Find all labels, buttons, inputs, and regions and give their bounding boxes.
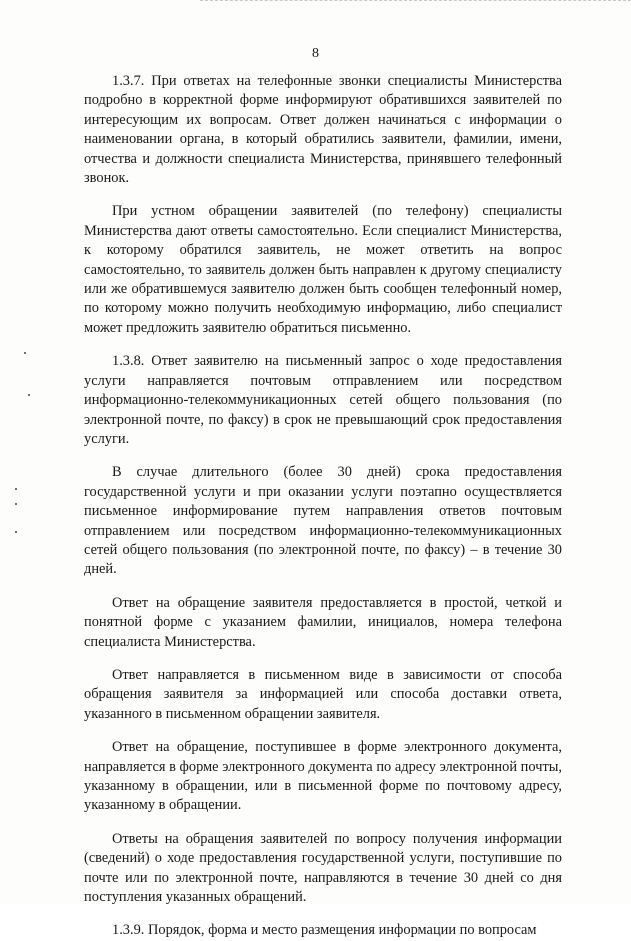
scan-speck bbox=[28, 394, 30, 396]
document-body bbox=[84, 72, 562, 941]
paragraph-oral-requests: При устном обращении заявителей (по телефону) специалисты Министерства дают ответы самостоятельно. Если специалист Министерства, к которому обратился заявитель, не может ответить на вопрос самостоятельно, то заявитель должен быть направлен к другому специалисту или же обратившемуся заявителю должен быть сообщен телефонный номер, по которому можно получить необходимую информацию, либо специалист может предложить заявителю обратиться письменно. bbox=[84, 203, 562, 336]
paragraph-written-answer: Ответ направляется в письменном виде в зависимости от способа обращения заявителя за информацией или способа доставки ответа, указанного в письменном обращении заявителя. bbox=[84, 666, 562, 722]
paragraph-1-3-9: 1.3.9. Порядок, форма и место размещения информации по вопросам bbox=[112, 922, 537, 939]
scan-speck bbox=[24, 352, 26, 354]
scan-speck bbox=[15, 531, 17, 533]
paragraph-1-3-8: 1.3.8. Ответ заявителю на письменный запрос о ходе предоставления услуги направляется почтовым отправлением или посредством информационно-телекоммуникационных сетей общего пользования (по электронной почте, по факсу) в срок не превышающий срок предоставления услуги. bbox=[84, 353, 562, 447]
paragraph-1-3-7: 1.3.7. При ответах на телефонные звонки специалисты Министерства подробно в корректной форме информируют обратившихся заявителей по интересующим их вопросам. Ответ должен начинаться с информации о наименовании органа, в который обратились заявители, фамилии, имени, отчества и должности специалиста Министерства, принявшего телефонный звонок. bbox=[84, 73, 562, 187]
scan-speck bbox=[15, 488, 17, 490]
page-number: 8 bbox=[312, 46, 319, 61]
scan-speck bbox=[15, 503, 17, 505]
scan-edge-line bbox=[200, 0, 631, 3]
paragraph-long-term: В случае длительного (более 30 дней) срока предоставления государственной услуги и при оказании услуги поэтапно осуществляется письменное информирование путем направления ответов почтовым отправлением или посредством информационно-телекоммуникационных сетей общего пользования (по электронной почте, по факсу) – в течение 30 дней. bbox=[84, 464, 562, 578]
paragraph-electronic-answer: Ответ на обращение, поступившее в форме электронного документа, направляется в форме электронного документа по адресу электронной почты, указанному в обращении, или в письменной форме по почтовому адресу, указанному в обращении. bbox=[84, 739, 562, 814]
paragraph-answer-form: Ответ на обращение заявителя предоставляется в простой, четкой и понятной форме с указанием фамилии, инициалов, номера телефона специалиста Министерства. bbox=[84, 594, 562, 650]
paragraph-info-requests: Ответы на обращения заявителей по вопросу получения информации (сведений) о ходе предоставления государственной услуги, поступившие по почте или по электронной почте, направляются в течение 30 дней со дня поступления указанных обращений. bbox=[84, 830, 562, 906]
